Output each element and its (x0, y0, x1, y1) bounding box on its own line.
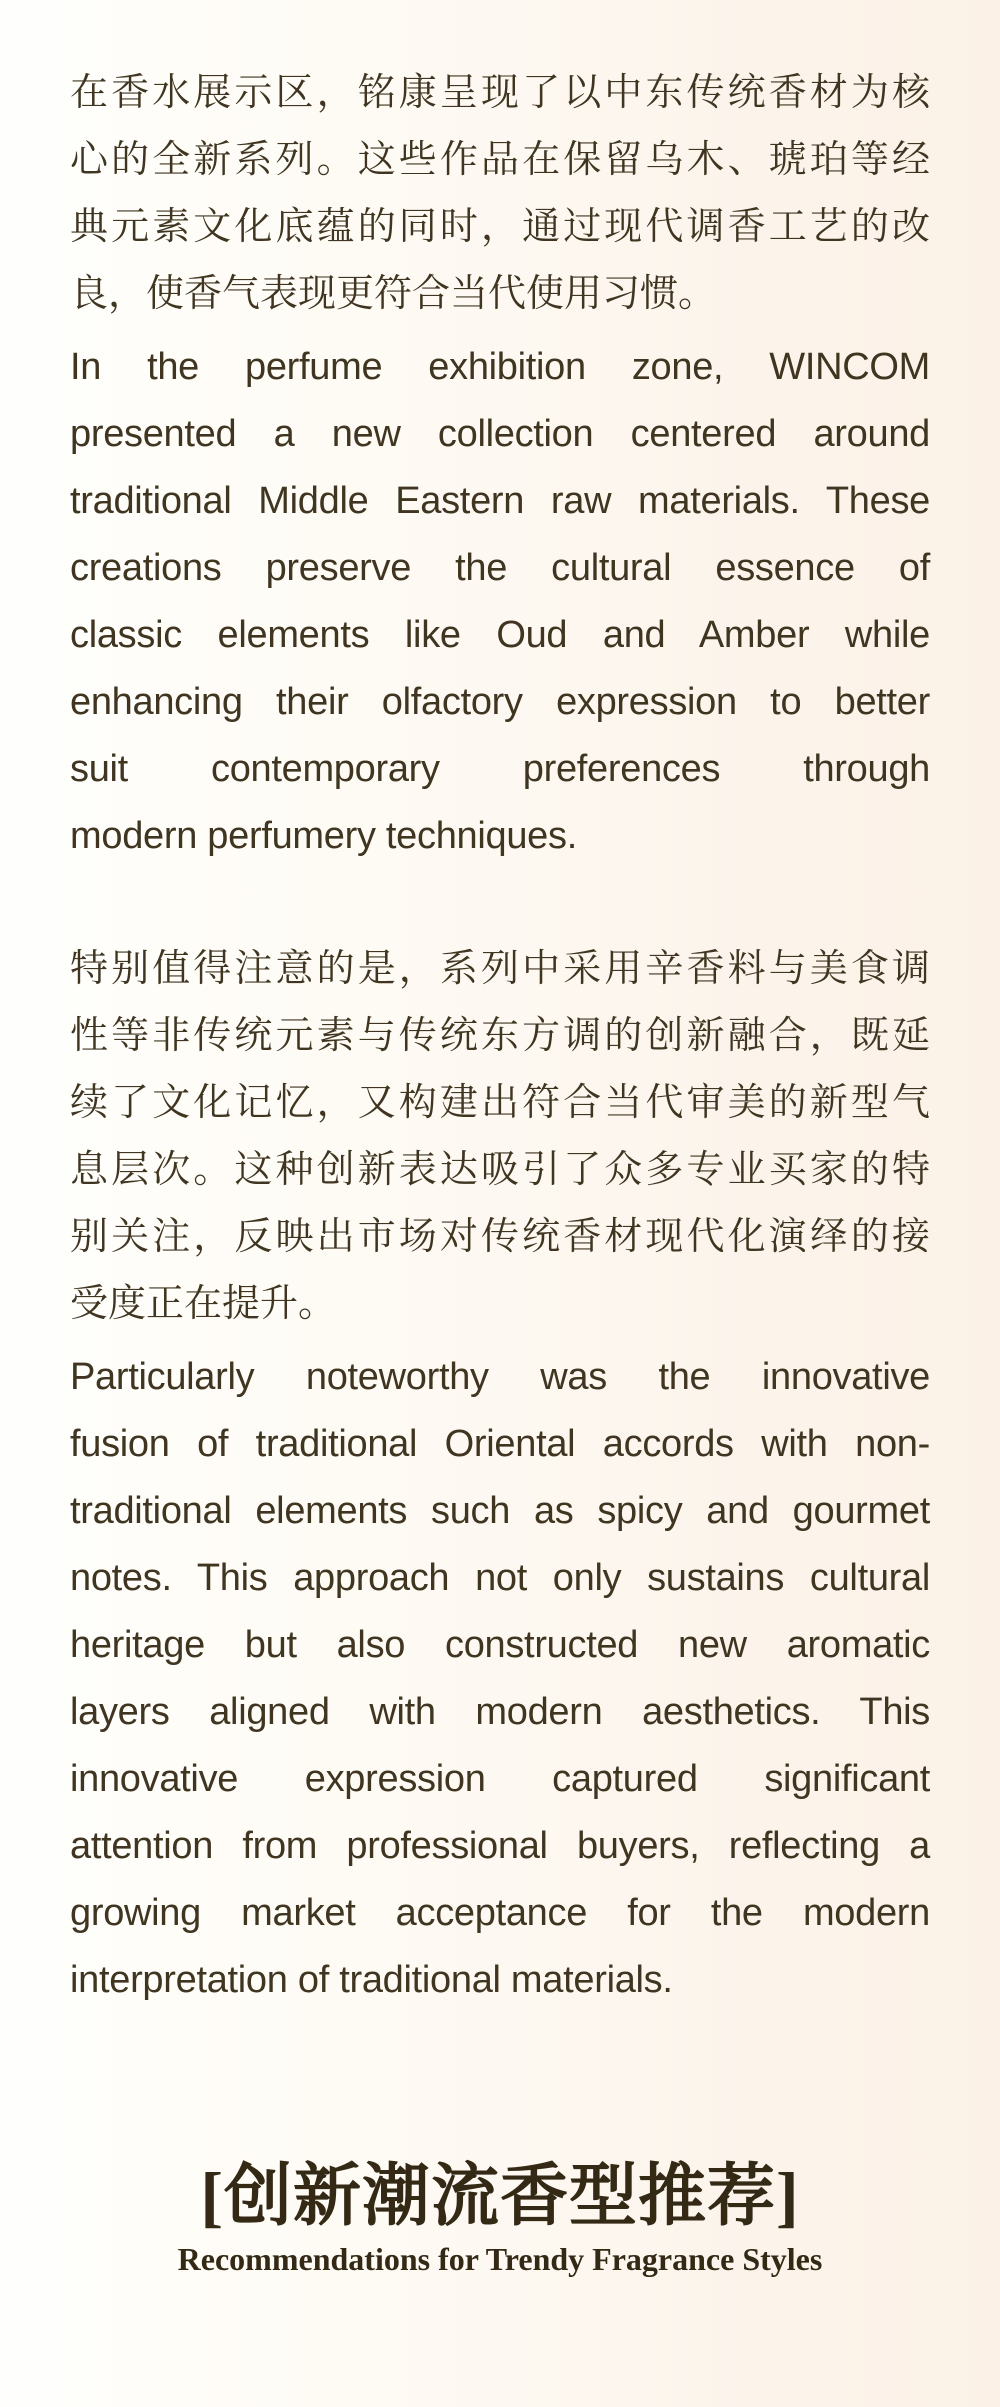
text-line: traditional Middle Eastern raw materials. These (70, 480, 930, 522)
text-line: fusion of traditional Oriental accords with non- (70, 1423, 930, 1465)
text-line: layers aligned with modern aesthetics. This (70, 1691, 930, 1733)
text-line: enhancing their olfactory expression to better (70, 681, 930, 723)
text-line: 心的全新系列。这些作品在保留乌木、琥珀等经 (70, 139, 930, 181)
text-line: innovative expression captured significant (70, 1758, 930, 1800)
text-line: traditional elements such as spicy and gourmet (70, 1490, 930, 1532)
section-subheading: Recommendations for Trendy Fragrance Styles (177, 2241, 823, 2277)
text-line: 特别值得注意的是，系列中采用辛香料与美食调 (70, 948, 930, 990)
section-heading: [创新潮流香型推荐] (200, 2158, 800, 2234)
text-line: 续了文化记忆，又构建出符合当代审美的新型气 (70, 1082, 930, 1124)
paragraph-en (70, 334, 930, 870)
text-line: 典元素文化底蕴的同时，通过现代调香工艺的改 (70, 206, 930, 248)
text-line: presented a new collection centered around (70, 413, 930, 455)
paragraph-zh (70, 936, 930, 1338)
text-line: heritage but also constructed new aromatic (70, 1624, 930, 1666)
text-line: Particularly noteworthy was the innovative (70, 1356, 930, 1398)
text-line: 良，使香气表现更符合当代使用习惯。 (70, 273, 717, 315)
text-line: notes. This approach not only sustains cultural (70, 1557, 930, 1599)
text-line: growing market acceptance for the modern (70, 1892, 930, 1934)
text-line: 性等非传统元素与传统东方调的创新融合，既延 (70, 1015, 930, 1057)
text-line: In the perfume exhibition zone, WINCOM (70, 346, 930, 388)
text-line: 息层次。这种创新表达吸引了众多专业买家的特 (70, 1149, 930, 1191)
text-line: 别关注，反映出市场对传统香材现代化演绎的接 (70, 1216, 930, 1258)
paragraph-en (70, 1344, 930, 2014)
text-line: classic elements like Oud and Amber while (70, 614, 930, 656)
text-line: creations preserve the cultural essence of (70, 547, 930, 589)
text-line: 受度正在提升。 (70, 1283, 337, 1325)
text-line: modern perfumery techniques. (70, 815, 577, 857)
text-line: suit contemporary preferences through (70, 748, 930, 790)
text-line: 在香水展示区，铭康呈现了以中东传统香材为核 (70, 72, 930, 114)
paragraph-zh (70, 60, 930, 328)
text-line: attention from professional buyers, reflecting a (70, 1825, 930, 1867)
article-body (70, 60, 930, 2014)
text-line: interpretation of traditional materials. (70, 1959, 673, 2001)
